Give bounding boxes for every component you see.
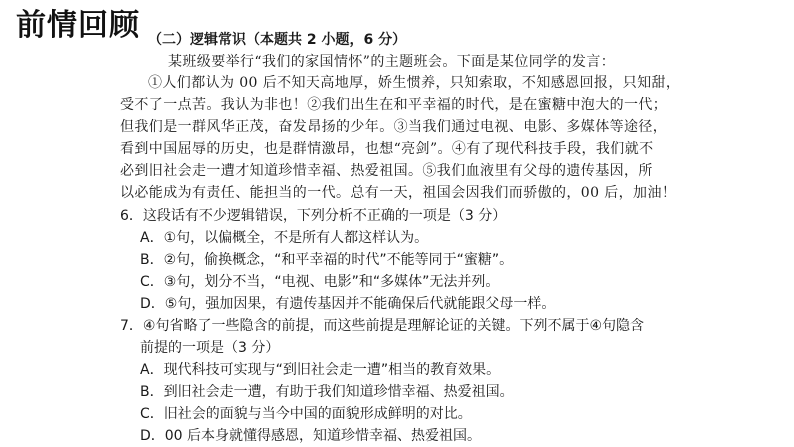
question-7-stem: 7．④句省略了一些隐含的前提，而这些前提是理解论证的关键。下列不属于④句隐含 <box>120 318 645 334</box>
question-7-option-c: C．旧社会的面貌与当今中国的面貌形成鲜明的对比。 <box>140 406 472 422</box>
question-7-option-b: B．到旧社会走一遭，有助于我们知道珍惜幸福、热爱祖国。 <box>140 384 514 400</box>
passage-line: 必到旧社会走一遭才知道珍惜幸福、热爱祖国。⑤我们血液里有父母的遗传基因，所 <box>120 163 653 179</box>
section-heading: （二）逻辑常识（本题共 2 小题，6 分） <box>148 32 407 48</box>
question-6-option-b: B．②句，偷换概念，“和平幸福的时代”不能等同于“蜜糖”。 <box>140 252 514 268</box>
page-title: 前情回顾 <box>16 8 140 43</box>
question-7-stem: 前提的一项是（3 分） <box>140 340 280 356</box>
question-6-stem: 6．这段话有不少逻辑错误，下列分析不正确的一项是（3 分） <box>120 208 507 224</box>
passage-line: ①人们都认为 00 后不知天高地厚，娇生惯养，只知索取，不知感恩回报，只知甜， <box>148 75 681 91</box>
passage-line: 以必能成为有责任、能担当的一代。总有一天，祖国会因我们而骄傲的，00 后，加油！ <box>120 185 677 201</box>
question-6-option-d: D．⑤句，强加因果，有遗传基因并不能确保后代就能跟父母一样。 <box>140 296 556 312</box>
passage-line: 受不了一点苦。我认为非也！②我们出生在和平幸福的时代，是在蜜糖中泡大的一代； <box>120 97 668 113</box>
passage-line: 某班级要举行“我们的家国情怀”的主题班会。下面是某位同学的发言： <box>168 54 616 70</box>
question-7-option-a: A．现代科技可实现与“到旧社会走一遭”相当的教育效果。 <box>140 362 501 378</box>
passage-line: 看到中国屈辱的历史，也是群情激昂，也想“亮剑”。④有了现代科技手段，我们就不 <box>120 141 654 157</box>
question-7-option-d: D．00 后本身就懂得感恩，知道珍惜幸福、热爱祖国。 <box>140 428 482 444</box>
question-6-option-c: C．③句，划分不当，“电视、电影”和“多媒体”无法并列。 <box>140 274 500 290</box>
passage-line: 但我们是一群风华正茂，奋发昂扬的少年。③当我们通过电视、电影、多媒体等途径， <box>120 119 668 135</box>
question-6-option-a: A．①句，以偏概全，不是所有人都这样认为。 <box>140 230 429 246</box>
